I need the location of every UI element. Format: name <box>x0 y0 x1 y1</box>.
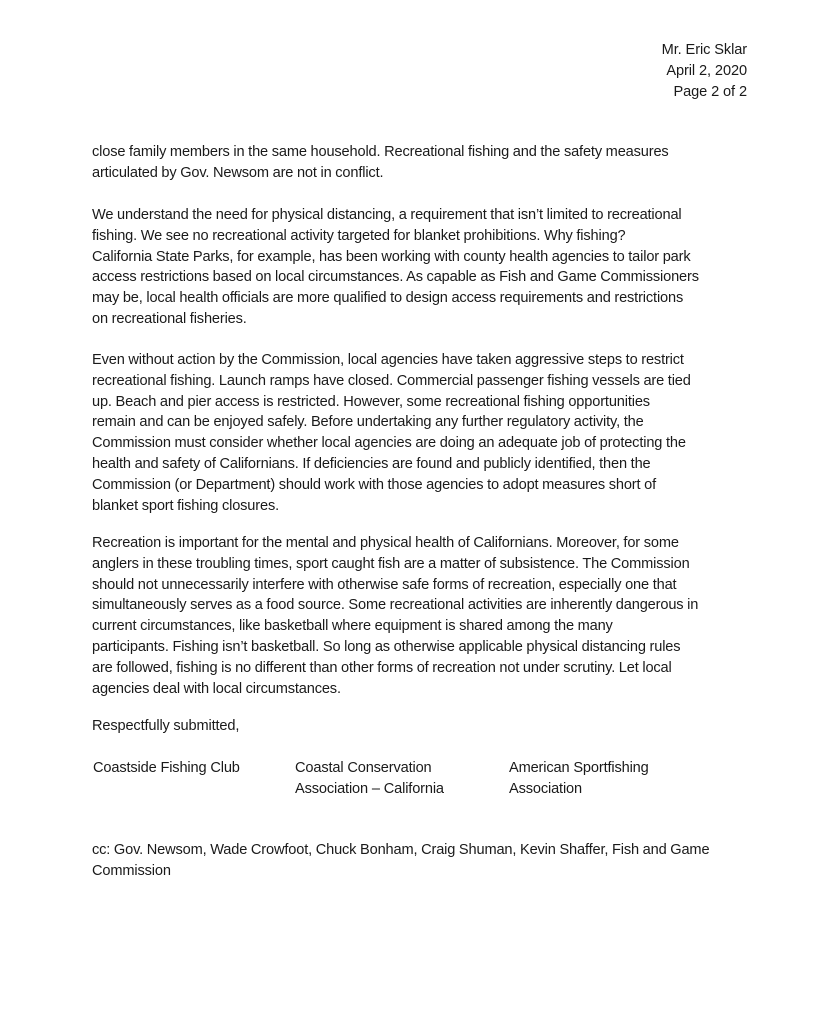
signatory-line: Association <box>509 781 582 797</box>
text-line: close family members in the same household. Recreational fishing and the safety measures <box>92 144 669 160</box>
text-line: Recreation is important for the mental and physical health of Californians. Moreover, for some <box>92 535 679 551</box>
text-line: up. Beach and pier access is restricted. However, some recreational fishing opportunities <box>92 393 650 410</box>
text-line: Commission (or Department) should work with those agencies to adopt measures short of <box>92 476 656 493</box>
text-line: health and safety of Californians. If deficiencies are found and publicly identified, then the <box>92 455 651 472</box>
text-line: We understand the need for physical distancing, a requirement that isn’t limited to recreational <box>92 207 682 223</box>
signatory-line: Coastside Fishing Club <box>93 760 240 776</box>
text-line: on recreational fisheries. <box>92 310 247 327</box>
text-line: fishing. We see no recreational activity targeted for blanket prohibitions. Why fishing? <box>92 227 626 244</box>
text-line: participants. Fishing isn’t basketball. So long as otherwise applicable physical distancing rules <box>92 638 681 655</box>
text-line: Even without action by the Commission, local agencies have taken aggressive steps to restrict <box>92 352 684 368</box>
text-line: access restrictions based on local circumstances. As capable as Fish and Game Commissioners <box>92 269 699 286</box>
signatory-coastal-conservation-association <box>295 758 444 800</box>
signatory-line: American Sportfishing <box>509 760 649 776</box>
text-line: should not unnecessarily interfere with otherwise safe forms of recreation, especially one that <box>92 576 677 593</box>
paragraph-recreation-importance <box>92 533 752 699</box>
text-line: may be, local health officials are more qualified to design access requirements and restrictions <box>92 290 684 307</box>
letter-header <box>662 40 747 103</box>
letter-date: April 2, 2020 <box>666 63 747 79</box>
text-line: blanket sport fishing closures. <box>92 497 279 514</box>
text-line: agencies deal with local circumstances. <box>92 680 341 697</box>
closing-text: Respectfully submitted, <box>92 718 240 734</box>
text-line: cc: Gov. Newsom, Wade Crowfoot, Chuck Bonham, Craig Shuman, Kevin Shaffer, Fish and Game <box>92 842 710 858</box>
paragraph-physical-distancing <box>92 205 752 330</box>
text-line: are followed, fishing is no different than other forms of recreation not under scrutiny. Let local <box>92 659 672 676</box>
sender-name: Mr. Eric Sklar <box>661 42 747 58</box>
cc-list <box>92 840 752 882</box>
text-line: current circumstances, like basketball where equipment is shared among the many <box>92 618 613 635</box>
paragraph-local-agencies <box>92 350 752 516</box>
signatory-line: Coastal Conservation <box>295 760 432 776</box>
page-indicator: Page 2 of 2 <box>673 84 747 100</box>
signatory-american-sportfishing-association <box>509 758 649 800</box>
text-line: remain and can be enjoyed safely. Before undertaking any further regulatory activity, the <box>92 414 644 431</box>
signatory-line: Association – California <box>295 781 444 797</box>
text-line: recreational fishing. Launch ramps have closed. Commercial passenger fishing vessels are tied <box>92 372 691 389</box>
text-line: California State Parks, for example, has been working with county health agencies to tailor park <box>92 248 691 265</box>
text-line: Commission must consider whether local agencies are doing an adequate job of protecting the <box>92 435 686 452</box>
signatory-coastside-fishing-club <box>93 758 240 779</box>
text-line: Commission <box>92 862 171 879</box>
text-line: anglers in these troubling times, sport caught fish are a matter of subsistence. The Commission <box>92 555 690 572</box>
paragraph-continuation <box>92 142 752 184</box>
text-line: simultaneously serves as a food source. Some recreational activities are inherently dangerous in <box>92 597 699 614</box>
closing-salutation <box>92 716 752 737</box>
text-line: articulated by Gov. Newsom are not in conflict. <box>92 164 384 181</box>
